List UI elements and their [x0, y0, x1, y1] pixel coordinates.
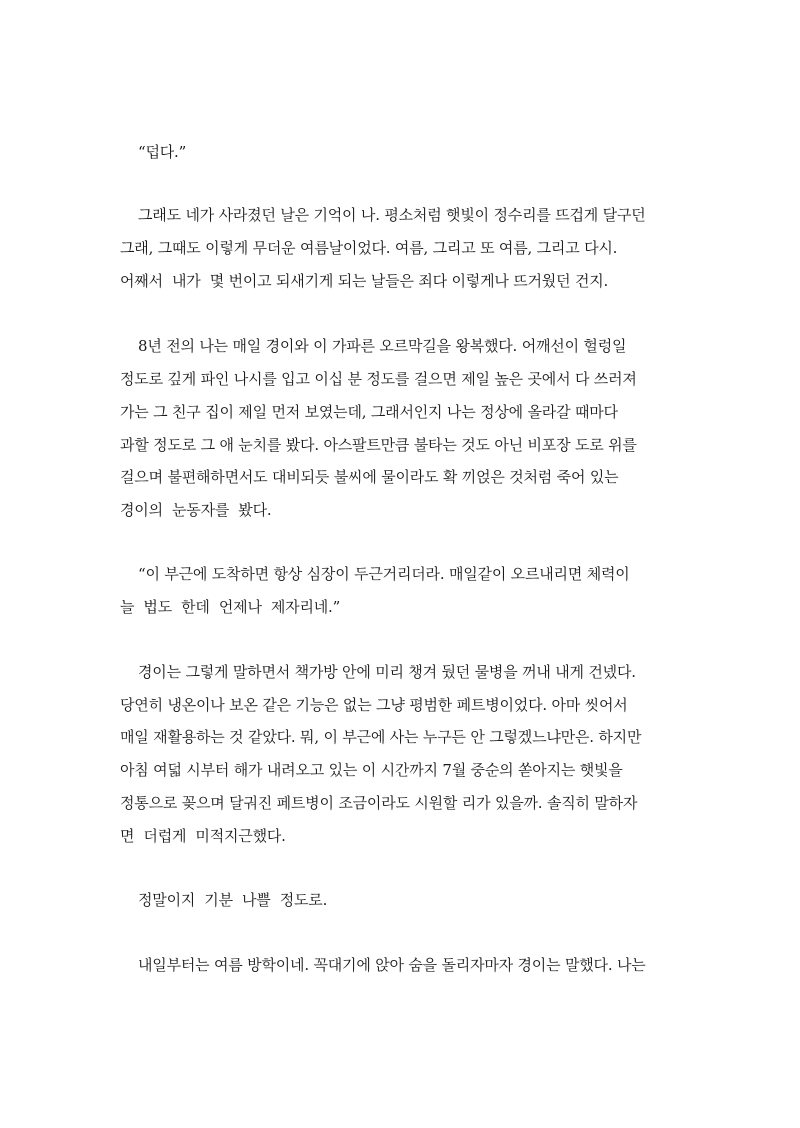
text-line: 정통으로 꽂으며 달궈진 페트병이 조금이라도 시원할 리가 있을까. 솔직히 말하자: [120, 794, 638, 812]
text-line: 경이는 그렇게 말하면서 책가방 안에 미리 챙겨 뒀던 물병을 꺼내 내게 건넸다.: [138, 663, 636, 681]
text-line: 그래, 그때도 이렇게 무더운 여름날이었다. 여름, 그리고 또 여름, 그리고 다시.: [120, 239, 618, 257]
text-line: 내일부터는 여름 방학이네. 꼭대기에 앉아 숨을 돌리자마자 경이는 말했다. 나는: [138, 956, 646, 974]
text-line: 당연히 냉온이나 보온 같은 기능은 없는 그냥 평범한 페트병이었다. 아마 씻어서: [120, 696, 628, 714]
text-line: 늘 법도 한데 언제나 제자리네.”: [120, 598, 341, 616]
text-line: 아침 여덟 시부터 해가 내려오고 있는 이 시간까지 7월 중순의 쏟아지는 햇빛을: [120, 761, 623, 779]
text-line: 매일 재활용하는 것 같았다. 뭐, 이 부근에 사는 누구든 안 그렇겠느냐만은. 하지만: [120, 728, 642, 746]
text-line: 가는 그 친구 집이 제일 먼저 보였는데, 그래서인지 나는 정상에 올라갈 때마다: [120, 403, 618, 421]
text-line: 그래도 네가 사라졌던 날은 기억이 나. 평소처럼 햇빛이 정수리를 뜨겁게 달구던: [138, 206, 646, 224]
text-line: 정도로 깊게 파인 나시를 입고 이십 분 정도를 걸으면 제일 높은 곳에서 다 쓰러져: [120, 370, 637, 388]
text-line: 경이의 눈동자를 봤다.: [120, 501, 272, 519]
text-line: 면 더럽게 미적지근했다.: [120, 827, 286, 845]
text-line: 어째서 내가 몇 번이고 되새기게 되는 날들은 죄다 이렇게나 뜨거웠던 건지.: [120, 272, 609, 290]
text-line: 8년 전의 나는 매일 경이와 이 가파른 오르막길을 왕복했다. 어깨선이 헐렁일: [138, 337, 627, 355]
text-line: “덥다.”: [138, 143, 187, 161]
text-line: 걸으며 불편해하면서도 대비되듯 불씨에 물이라도 확 끼얹은 것처럼 죽어 있는: [120, 468, 619, 486]
text-line: “이 부근에 도착하면 항상 심장이 두근거리더라. 매일같이 오르내리면 체력이: [138, 565, 630, 583]
text-line: 정말이지 기분 나쁠 정도로.: [138, 891, 328, 909]
text-line: 과할 정도로 그 애 눈치를 봤다. 아스팔트만큼 불타는 것도 아닌 비포장 도로 위를: [120, 436, 637, 454]
